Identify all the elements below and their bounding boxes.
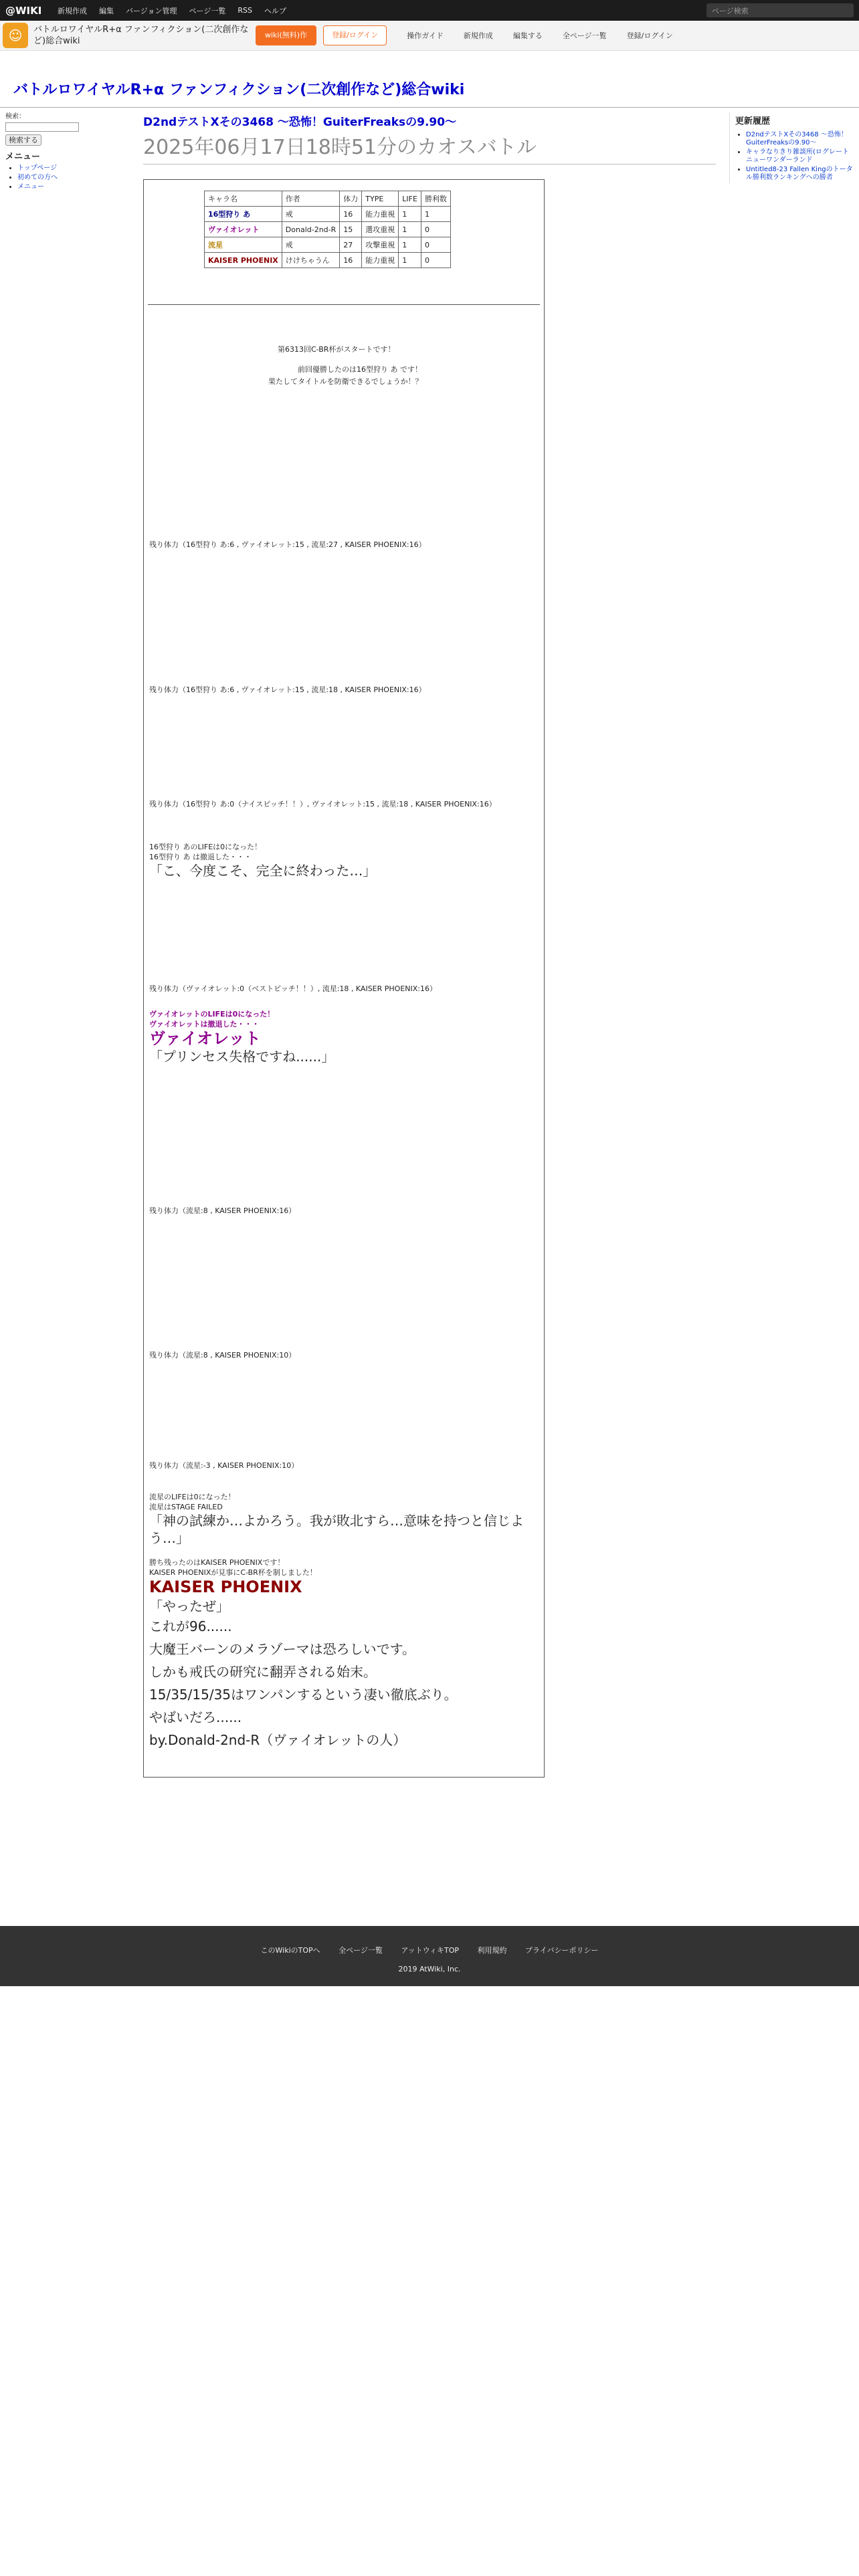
log-line: 第6313回C-BR杯がスタートです！ <box>278 345 395 354</box>
speaker: KAISER PHOENIX <box>149 1578 302 1596</box>
log-line: KAISER PHOENIXが見事にC-BR杯を制しました！ <box>149 1568 317 1577</box>
global-navbar <box>0 0 859 21</box>
history-heading: 更新履歴 <box>735 116 771 126</box>
footer-links <box>0 1926 859 1955</box>
table-row <box>205 253 451 268</box>
all-pages-link[interactable]: 全ページ一覧 <box>562 31 607 40</box>
td: 能力重視 <box>362 207 399 222</box>
menu-item[interactable]: • メニュー <box>17 183 132 191</box>
td: 16 <box>340 207 362 222</box>
menu-heading: メニュー <box>5 152 41 162</box>
th: 勝利数 <box>421 191 450 207</box>
create-wiki-button[interactable]: wiki(無料)作 <box>256 25 316 45</box>
menu-new[interactable]: 新規作成 <box>58 6 87 15</box>
log-line: 勝ち残ったのはKAISER PHOENIXです！ <box>149 1558 285 1567</box>
comment: しかも戒氏の研究に翻弄される始末。 <box>149 1664 377 1680</box>
search-button[interactable]: 検索する <box>5 134 41 146</box>
quote: 「こ、今度こそ、完全に終わった…」 <box>149 863 377 879</box>
quote: 「やったぜ」 <box>149 1598 229 1614</box>
td: けけちゃうん <box>282 253 340 268</box>
menu-item[interactable]: • 初めての方へ <box>17 173 132 182</box>
log-line: 残り体力（16型狩り あ:0（ナイスピッチ！！）, ヴァイオレット:15 , 流星:18 , KAISER PHOENIX:16） <box>149 800 496 809</box>
td: 流星 <box>205 237 282 253</box>
divider <box>0 107 859 108</box>
guide-link[interactable]: 操作ガイド <box>407 31 444 40</box>
log-line: 16型狩り あ は撤退した・・・ <box>149 853 252 861</box>
log-line: 流星のLIFEは0になった！ <box>149 1493 235 1501</box>
log-line: 残り体力（流星:8 , KAISER PHOENIX:10） <box>149 1351 296 1360</box>
td: 0 <box>421 237 450 253</box>
site-logo-icon[interactable]: ☺ <box>3 23 28 48</box>
page-search-input[interactable]: ページ検索 <box>706 3 854 17</box>
comment: これが96...... <box>149 1618 232 1634</box>
log-line: 果たしてタイトルを防衛できるでしょうか！？ <box>268 377 423 386</box>
th: キャラ名 <box>205 191 282 207</box>
td: Donald-2nd-R <box>282 222 340 237</box>
menu-pages[interactable]: ページ一覧 <box>189 6 226 15</box>
td: 1 <box>399 222 421 237</box>
td: 1 <box>421 207 450 222</box>
log-line: 16型狩り あのLIFEは0になった！ <box>149 843 262 851</box>
new-page-link[interactable]: 新規作成 <box>463 31 493 40</box>
log-line: 残り体力（16型狩り あ:6 , ヴァイオレット:15 , 流星:18 , KAISER PHOENIX:16） <box>149 685 426 694</box>
td: 27 <box>340 237 362 253</box>
article-title: D2ndテストXその3468 ～恐怖！GuiterFreaksの9.90～ <box>143 116 457 129</box>
td: 15 <box>340 222 362 237</box>
log-line: 残り体力（16型狩り あ:6 , ヴァイオレット:15 , 流星:27 , KAISER PHOENIX:16） <box>149 540 426 549</box>
right-sidebar <box>729 112 854 183</box>
table-row <box>205 237 451 253</box>
search-input[interactable] <box>5 122 79 132</box>
character-table <box>204 191 451 268</box>
speaker: ヴァイオレット <box>149 1029 261 1048</box>
copyright: 2019 AtWiki, Inc. <box>398 1965 461 1973</box>
comment: やばいだろ...... <box>149 1709 242 1725</box>
log-line: ヴァイオレットのLIFEは0になった！ <box>149 1010 275 1018</box>
menu-edit[interactable]: 編集 <box>99 6 114 15</box>
history-link[interactable]: D2ndテストXその3468 ～恐怖！GuiterFreaksの9.90～ <box>746 131 848 146</box>
footer-link[interactable]: このWikiのTOPへ <box>260 1946 320 1955</box>
table-row <box>205 222 451 237</box>
history-item[interactable] <box>746 148 854 165</box>
register-link[interactable]: 登録/ログイン <box>626 31 673 40</box>
td: 戒 <box>282 237 340 253</box>
page-title[interactable]: バトルロワイヤルR+α ファンフィクション(二次創作など)総合wiki <box>13 82 465 98</box>
comment: 大魔王バーンのメラゾーマは恐ろしいです。 <box>149 1641 415 1657</box>
footer-link[interactable]: アットウィキTOP <box>401 1946 460 1955</box>
log-line: 流星はSTAGE FAILED <box>149 1503 223 1511</box>
th: TYPE <box>362 191 399 207</box>
log-line: 前回優勝したのは16型狩り あ です！ <box>298 365 422 374</box>
td: 1 <box>399 237 421 253</box>
left-sidebar <box>5 112 132 192</box>
td: 攻撃重視 <box>362 237 399 253</box>
footer <box>0 1926 859 1986</box>
atwiki-logo[interactable]: @WIKI <box>5 4 42 17</box>
td: 能力重視 <box>362 253 399 268</box>
td: 16型狩り あ <box>205 207 282 222</box>
history-link[interactable]: キャラなりきり雑談所(ログレートニューワンダーランド <box>746 148 849 164</box>
history-item[interactable] <box>746 131 854 147</box>
menu-rss[interactable]: RSS <box>237 6 252 15</box>
site-toolbar <box>0 21 859 51</box>
battle-box <box>143 179 545 1778</box>
menu-list <box>5 164 132 191</box>
table-row <box>205 207 451 222</box>
menu-version[interactable]: バージョン管理 <box>126 6 177 15</box>
th: LIFE <box>399 191 421 207</box>
divider <box>148 304 540 305</box>
menu-item[interactable]: • トップページ <box>17 164 132 173</box>
quote: 「神の試練か…よかろう。我が敗北すら…意味を持つと信じよう…」 <box>149 1513 524 1546</box>
log-line: 残り体力（ヴァイオレット:0（ベストピッチ！！）, 流星:18 , KAISER PHOENIX:16） <box>149 984 437 993</box>
history-list <box>735 131 854 182</box>
search-label: 検索： <box>5 113 25 120</box>
th: 作者 <box>282 191 340 207</box>
quote: 「プリンセス失格ですね......」 <box>149 1049 335 1065</box>
th: 体力 <box>340 191 362 207</box>
td: ヴァイオレット <box>205 222 282 237</box>
login-button[interactable]: 登録/ログイン <box>323 25 387 45</box>
log-line: 残り体力（流星:-3 , KAISER PHOENIX:10） <box>149 1461 299 1470</box>
comment: 15/35/15/35はワンパンするという凄い徹底ぶり。 <box>149 1687 458 1703</box>
td: KAISER PHOENIX <box>205 253 282 268</box>
td: 16 <box>340 253 362 268</box>
log-line: 残り体力（流星:8 , KAISER PHOENIX:16） <box>149 1206 296 1215</box>
history-item[interactable] <box>746 166 854 182</box>
td: 0 <box>421 222 450 237</box>
main-content <box>143 112 716 1748</box>
footer-link[interactable]: 利用規約 <box>477 1946 507 1955</box>
footer-link[interactable]: 全ページ一覧 <box>339 1946 383 1955</box>
td: 1 <box>399 207 421 222</box>
td: 0 <box>421 253 450 268</box>
site-name[interactable]: バトルロワイヤルR+α ファンフィクション(二次創作など)総合wiki <box>33 25 249 46</box>
log-line: ヴァイオレットは撤退した・・・ <box>149 1020 260 1029</box>
td: 1 <box>399 253 421 268</box>
td: 選攻重視 <box>362 222 399 237</box>
article-subtitle: 2025年06月17日18時51分のカオスバトル <box>143 130 716 165</box>
td: 戒 <box>282 207 340 222</box>
edit-link[interactable]: 編集する <box>512 31 543 40</box>
menu-help[interactable]: ヘルプ <box>264 6 286 15</box>
signature: by.Donald-2nd-R（ヴァイオレットの人） <box>149 1732 407 1748</box>
footer-link[interactable]: プライバシーポリシー <box>525 1946 599 1955</box>
history-link[interactable]: Untitled8-23 Fallen Kingのトータル勝利数ランキングへの勝者 <box>746 166 853 181</box>
